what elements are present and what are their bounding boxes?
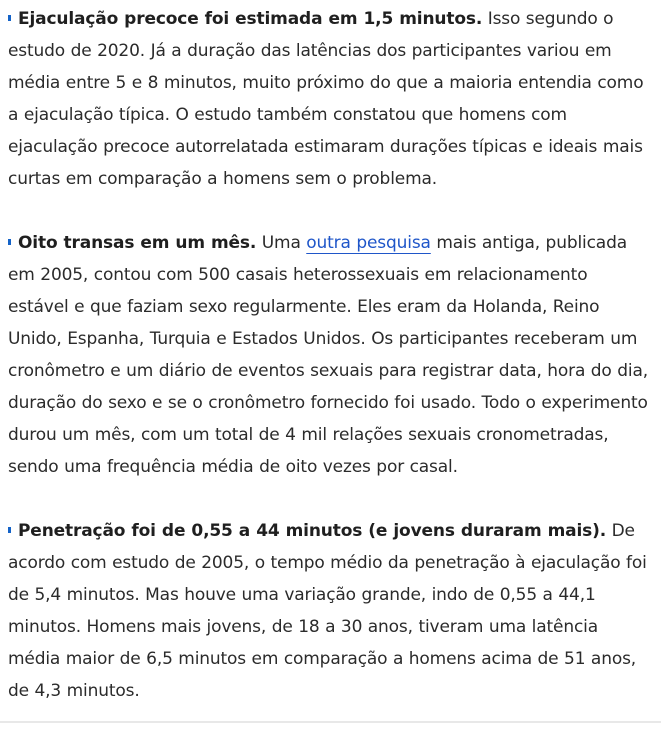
- paragraph-penetration-duration: [8, 515, 653, 707]
- paragraph-text-before-link: Uma: [256, 233, 307, 253]
- bullet-marker: [8, 527, 11, 533]
- bullet-marker: [8, 15, 11, 21]
- paragraph-text: De acordo com estudo de 2005, o tempo médio da penetração à ejaculação foi de 5,4 minutos. Mas houve uma variação grande, indo de 0,55 a 44,1 minutos. Homens mais jovens, de 18 a 30 anos, tiveram uma latência média maior de 6,5 minutos em comparação a homens acima de 51 anos, de 4,3 minutos.: [8, 521, 647, 701]
- paragraph-premature-ejaculation: [8, 3, 653, 195]
- paragraph-lead: Ejaculação precoce foi estimada em 1,5 minutos.: [18, 9, 483, 29]
- article-body: [8, 3, 653, 739]
- paragraph-eight-times-a-month: [8, 227, 653, 483]
- paragraph-text-after-link: mais antiga, publicada em 2005, contou com 500 casais heterossexuais em relacionamento estável e que faziam sexo regularmente. Eles eram da Holanda, Reino Unido, Espanha, Turquia e Estados Unidos. Os participantes receberam um cronômetro e um diário de eventos sexuais para registrar data, hora do dia, duração do sexo e se o cronômetro fornecido foi usado. Todo o experimento durou um mês, com um total de 4 mil relações sexuais cronometradas, sendo uma frequência média de oito vezes por casal.: [8, 233, 648, 477]
- paragraph-lead: Oito transas em um mês.: [18, 233, 257, 253]
- outra-pesquisa-link[interactable]: outra pesquisa: [306, 233, 431, 253]
- bullet-marker: [8, 239, 11, 245]
- paragraph-text: Isso segundo o estudo de 2020. Já a duração das latências dos participantes variou em média entre 5 e 8 minutos, muito próximo do que a maioria entendia como a ejaculação típica. O estudo também constatou que homens com ejaculação precoce autorrelatada estimaram durações típicas e ideais mais curtas em comparação a homens sem o problema.: [8, 9, 644, 189]
- paragraph-lead: Penetração foi de 0,55 a 44 minutos (e jovens duraram mais).: [18, 521, 607, 541]
